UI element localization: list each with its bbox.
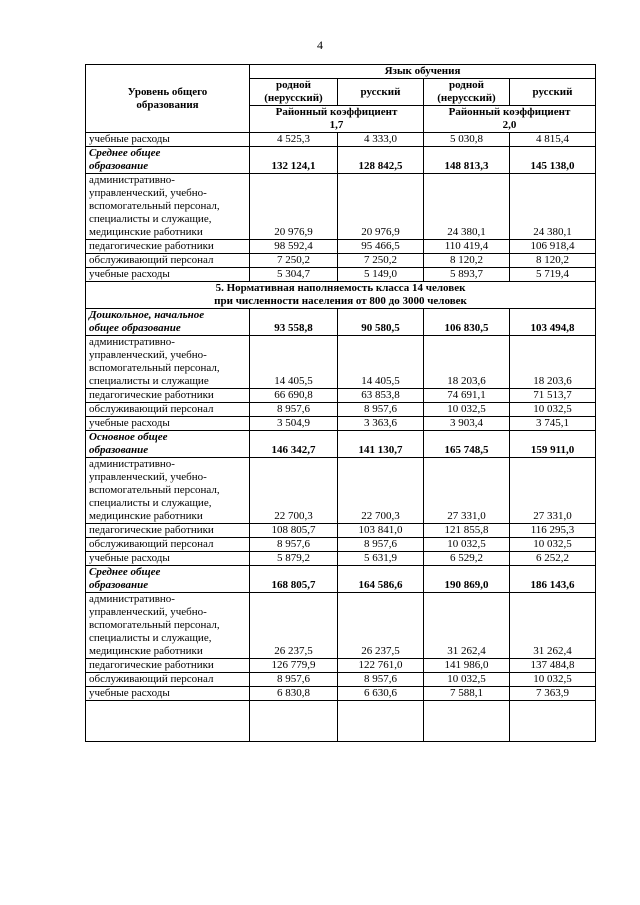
table-row — [86, 458, 596, 524]
value-cell: 71 513,7 — [510, 389, 596, 403]
empty-cell — [250, 701, 338, 742]
value-cell: 8 957,6 — [338, 673, 424, 687]
value-cell: 4 525,3 — [250, 133, 338, 147]
value-cell: 10 032,5 — [510, 673, 596, 687]
table-row — [86, 673, 596, 687]
value-cell: 22 700,3 — [250, 458, 338, 524]
row-label: учебные расходы — [86, 417, 250, 431]
value-cell: 27 331,0 — [424, 458, 510, 524]
table-row — [86, 403, 596, 417]
value-cell: 3 363,6 — [338, 417, 424, 431]
value-cell: 8 957,6 — [338, 403, 424, 417]
value-cell: 7 363,9 — [510, 687, 596, 701]
row-label: обслуживающий персонал — [86, 673, 250, 687]
empty-cell — [510, 701, 596, 742]
value-cell: 26 237,5 — [250, 593, 338, 659]
value-cell: 190 869,0 — [424, 566, 510, 593]
value-cell: 93 558,8 — [250, 309, 338, 336]
value-cell: 7 250,2 — [338, 254, 424, 268]
group-row — [86, 309, 596, 336]
value-cell: 3 504,9 — [250, 417, 338, 431]
value-cell: 8 120,2 — [424, 254, 510, 268]
table-row — [86, 336, 596, 389]
funding-table — [85, 64, 596, 742]
row-label: педагогические работники — [86, 389, 250, 403]
value-cell: 126 779,9 — [250, 659, 338, 673]
value-cell: 145 138,0 — [510, 147, 596, 174]
coefficient-1-7: Районный коэффициент 1,7 — [250, 106, 424, 133]
table-row — [86, 417, 596, 431]
value-cell: 14 405,5 — [338, 336, 424, 389]
value-cell: 8 957,6 — [250, 673, 338, 687]
group-label: Среднее общее образование — [86, 566, 250, 593]
value-cell: 159 911,0 — [510, 431, 596, 458]
value-cell: 10 032,5 — [424, 538, 510, 552]
value-cell: 5 304,7 — [250, 268, 338, 282]
section-header-row — [86, 282, 596, 309]
table-row — [86, 538, 596, 552]
group-row — [86, 431, 596, 458]
value-cell: 122 761,0 — [338, 659, 424, 673]
value-cell: 106 918,4 — [510, 240, 596, 254]
table-row — [86, 593, 596, 659]
value-cell: 74 691,1 — [424, 389, 510, 403]
value-cell: 22 700,3 — [338, 458, 424, 524]
row-label: учебные расходы — [86, 268, 250, 282]
value-cell: 6 529,2 — [424, 552, 510, 566]
row-label: педагогические работники — [86, 524, 250, 538]
value-cell: 31 262,4 — [424, 593, 510, 659]
row-label: обслуживающий персонал — [86, 538, 250, 552]
row-label: административно- управленческий, учебно- вспомогательный персонал, специалисты и служащие — [86, 336, 250, 389]
value-cell: 90 580,5 — [338, 309, 424, 336]
value-cell: 10 032,5 — [424, 403, 510, 417]
value-cell: 7 250,2 — [250, 254, 338, 268]
row-label: учебные расходы — [86, 687, 250, 701]
value-cell: 4 333,0 — [338, 133, 424, 147]
section-title: 5. Нормативная наполняемость класса 14 человек при численности населения от 800 до 3000 человек — [86, 282, 596, 309]
row-label: педагогические работники — [86, 240, 250, 254]
value-cell: 20 976,9 — [338, 174, 424, 240]
value-cell: 5 719,4 — [510, 268, 596, 282]
table-row — [86, 687, 596, 701]
header-row-language — [86, 65, 596, 79]
value-cell: 186 143,6 — [510, 566, 596, 593]
table-row — [86, 389, 596, 403]
value-cell: 146 342,7 — [250, 431, 338, 458]
value-cell: 116 295,3 — [510, 524, 596, 538]
value-cell: 31 262,4 — [510, 593, 596, 659]
value-cell: 165 748,5 — [424, 431, 510, 458]
level-header: Уровень общего образования — [86, 65, 250, 133]
value-cell: 168 805,7 — [250, 566, 338, 593]
value-cell: 103 841,0 — [338, 524, 424, 538]
group-row — [86, 566, 596, 593]
value-cell: 8 957,6 — [250, 538, 338, 552]
table-row — [86, 254, 596, 268]
value-cell: 110 419,4 — [424, 240, 510, 254]
value-cell: 5 631,9 — [338, 552, 424, 566]
row-label: административно- управленческий, учебно- вспомогательный персонал, специалисты и служащие, медицинские работники — [86, 458, 250, 524]
value-cell: 98 592,4 — [250, 240, 338, 254]
row-label: административно- управленческий, учебно- вспомогательный персонал, специалисты и служащие, медицинские работники — [86, 174, 250, 240]
value-cell: 137 484,8 — [510, 659, 596, 673]
value-cell: 63 853,8 — [338, 389, 424, 403]
row-label: обслуживающий персонал — [86, 403, 250, 417]
row-label: административно- управленческий, учебно- вспомогательный персонал, специалисты и служащие, медицинские работники — [86, 593, 250, 659]
value-cell: 164 586,6 — [338, 566, 424, 593]
value-cell: 5 879,2 — [250, 552, 338, 566]
table-body — [86, 133, 596, 742]
row-label: учебные расходы — [86, 552, 250, 566]
value-cell: 10 032,5 — [424, 673, 510, 687]
empty-cell — [338, 701, 424, 742]
value-cell: 8 957,6 — [338, 538, 424, 552]
value-cell: 5 030,8 — [424, 133, 510, 147]
value-cell: 128 842,5 — [338, 147, 424, 174]
coefficient-2-0: Районный коэффициент 2,0 — [424, 106, 596, 133]
table-row — [86, 174, 596, 240]
value-cell: 27 331,0 — [510, 458, 596, 524]
value-cell: 26 237,5 — [338, 593, 424, 659]
value-cell: 108 805,7 — [250, 524, 338, 538]
value-cell: 141 130,7 — [338, 431, 424, 458]
value-cell: 5 893,7 — [424, 268, 510, 282]
value-cell: 5 149,0 — [338, 268, 424, 282]
value-cell: 132 124,1 — [250, 147, 338, 174]
value-cell: 8 120,2 — [510, 254, 596, 268]
value-cell: 8 957,6 — [250, 403, 338, 417]
value-cell: 148 813,3 — [424, 147, 510, 174]
value-cell: 3 745,1 — [510, 417, 596, 431]
row-label: учебные расходы — [86, 133, 250, 147]
page-number: 4 — [317, 38, 323, 52]
value-cell: 18 203,6 — [510, 336, 596, 389]
col-native-1: родной (нерусский) — [250, 79, 338, 106]
value-cell: 24 380,1 — [510, 174, 596, 240]
table-row — [86, 524, 596, 538]
group-label: Дошкольное, начальное общее образование — [86, 309, 250, 336]
group-label: Основное общее образование — [86, 431, 250, 458]
value-cell: 103 494,8 — [510, 309, 596, 336]
table-row — [86, 552, 596, 566]
col-native-2: родной (нерусский) — [424, 79, 510, 106]
value-cell: 7 588,1 — [424, 687, 510, 701]
value-cell: 141 986,0 — [424, 659, 510, 673]
value-cell: 10 032,5 — [510, 538, 596, 552]
col-russian-1: русский — [338, 79, 424, 106]
col-russian-2: русский — [510, 79, 596, 106]
group-label: Среднее общее образование — [86, 147, 250, 174]
value-cell: 10 032,5 — [510, 403, 596, 417]
table-row — [86, 240, 596, 254]
table-row — [86, 133, 596, 147]
row-label: обслуживающий персонал — [86, 254, 250, 268]
value-cell: 121 855,8 — [424, 524, 510, 538]
empty-cell — [86, 701, 250, 742]
group-row — [86, 147, 596, 174]
empty-cell — [424, 701, 510, 742]
value-cell: 14 405,5 — [250, 336, 338, 389]
value-cell: 24 380,1 — [424, 174, 510, 240]
value-cell: 66 690,8 — [250, 389, 338, 403]
value-cell: 106 830,5 — [424, 309, 510, 336]
table-row — [86, 268, 596, 282]
value-cell: 18 203,6 — [424, 336, 510, 389]
table-row — [86, 659, 596, 673]
row-label: педагогические работники — [86, 659, 250, 673]
language-header: Язык обучения — [250, 65, 596, 79]
value-cell: 95 466,5 — [338, 240, 424, 254]
value-cell: 20 976,9 — [250, 174, 338, 240]
value-cell: 3 903,4 — [424, 417, 510, 431]
value-cell: 6 630,6 — [338, 687, 424, 701]
value-cell: 4 815,4 — [510, 133, 596, 147]
empty-row — [86, 701, 596, 742]
value-cell: 6 830,8 — [250, 687, 338, 701]
value-cell: 6 252,2 — [510, 552, 596, 566]
